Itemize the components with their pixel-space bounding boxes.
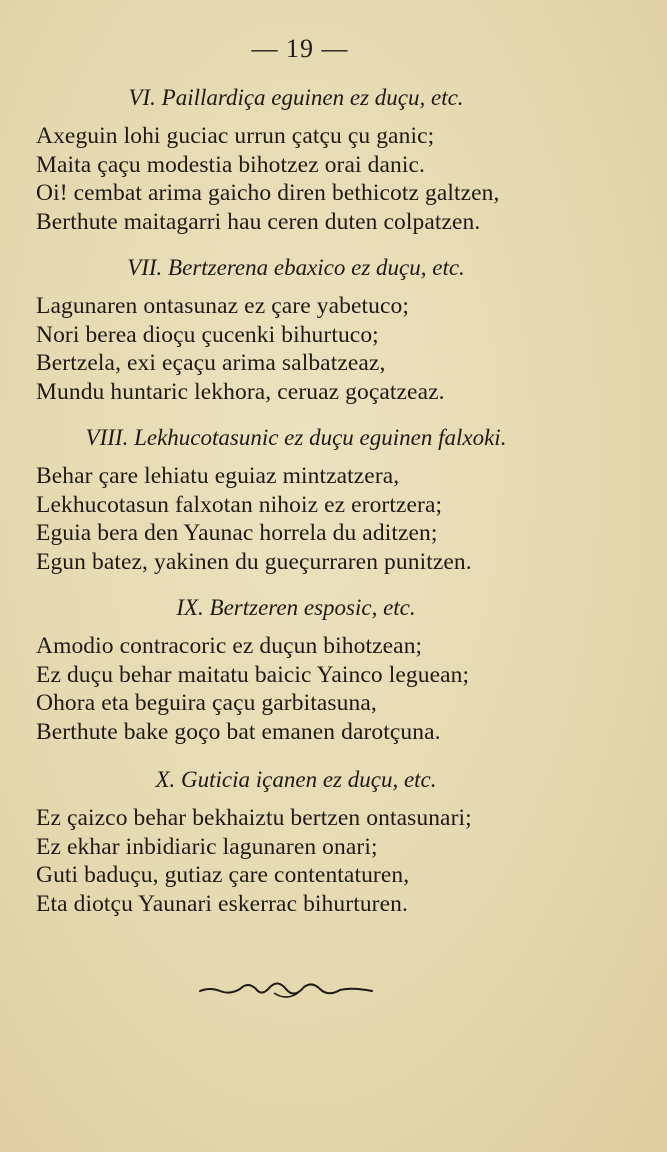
- verse-line: Guti baduçu, gutiaz çare contentaturen,: [36, 862, 410, 888]
- verse-line: Amodio contracoric ez duçun bihotzean;: [36, 633, 423, 659]
- verse-line: Ez ekhar inbidiaric lagunaren onari;: [36, 833, 378, 860]
- section-heading: VII. Bertzerena ebaxico ez duçu, etc.: [127, 255, 465, 280]
- verse-line: Ohora eta beguira çaçu garbitasuna,: [36, 690, 377, 716]
- section-heading: VIII. Lekhucotasunic ez duçu eguinen falxoki.: [85, 425, 507, 450]
- section-heading: IX. Bertzeren esposic, etc.: [176, 595, 416, 620]
- commandment-section-6: [36, 84, 596, 236]
- commandment-section-7: [36, 254, 596, 406]
- section-heading: X. Guticia içanen ez duçu, etc.: [155, 767, 437, 792]
- section-heading: VI. Paillardiça eguinen ez duçu, etc.: [128, 85, 464, 110]
- verse-line: Behar çare lehiatu eguiaz mintzatzera,: [36, 463, 400, 489]
- verse-line: Egun batez, yakinen du gueçurraren punitzen.: [36, 548, 472, 575]
- verse-line: Berthute maitagarri hau ceren duten colpatzen.: [36, 208, 481, 235]
- verse-line: Lekhucotasun falxotan nihoiz ez erortzera;: [36, 491, 443, 518]
- verse-block: [36, 632, 596, 746]
- verse-line: Eguia bera den Yaunac horrela du aditzen;: [36, 520, 438, 546]
- verse-block: [36, 292, 596, 406]
- verse-line: Mundu huntaric lekhora, ceruaz goçatzeaz.: [36, 378, 445, 405]
- verse-line: Ez çaizco behar bekhaiztu bertzen ontasunari;: [36, 805, 472, 831]
- page-number: — 19 —: [251, 34, 349, 63]
- verse-line: Nori berea dioçu çucenki bihurtuco;: [36, 321, 379, 348]
- verse-block: [36, 804, 596, 918]
- verse-line: Ez duçu behar maitatu baicic Yainco leguean;: [36, 661, 470, 688]
- verse-line: Bertzela, exi eçaçu arima salbatzeaz,: [36, 350, 386, 376]
- commandment-section-8: [36, 424, 596, 576]
- verse-line: Axeguin lohi guciac urrun çatçu çu ganic;: [36, 123, 435, 149]
- verse-block: [36, 122, 596, 236]
- verse-line: Berthute bake goço bat emanen darotçuna.: [36, 718, 441, 745]
- commandment-section-10: [36, 766, 596, 918]
- ornament-divider-icon: [196, 975, 376, 1005]
- commandment-section-9: [36, 594, 596, 746]
- verse-line: Maita çaçu modestia bihotzez orai danic.: [36, 151, 425, 178]
- verse-line: Lagunaren ontasunaz ez çare yabetuco;: [36, 293, 409, 319]
- verse-line: Oi! cembat arima gaicho diren bethicotz galtzen,: [36, 180, 500, 206]
- verse-block: [36, 462, 596, 576]
- verse-line: Eta diotçu Yaunari eskerrac bihurturen.: [36, 890, 408, 917]
